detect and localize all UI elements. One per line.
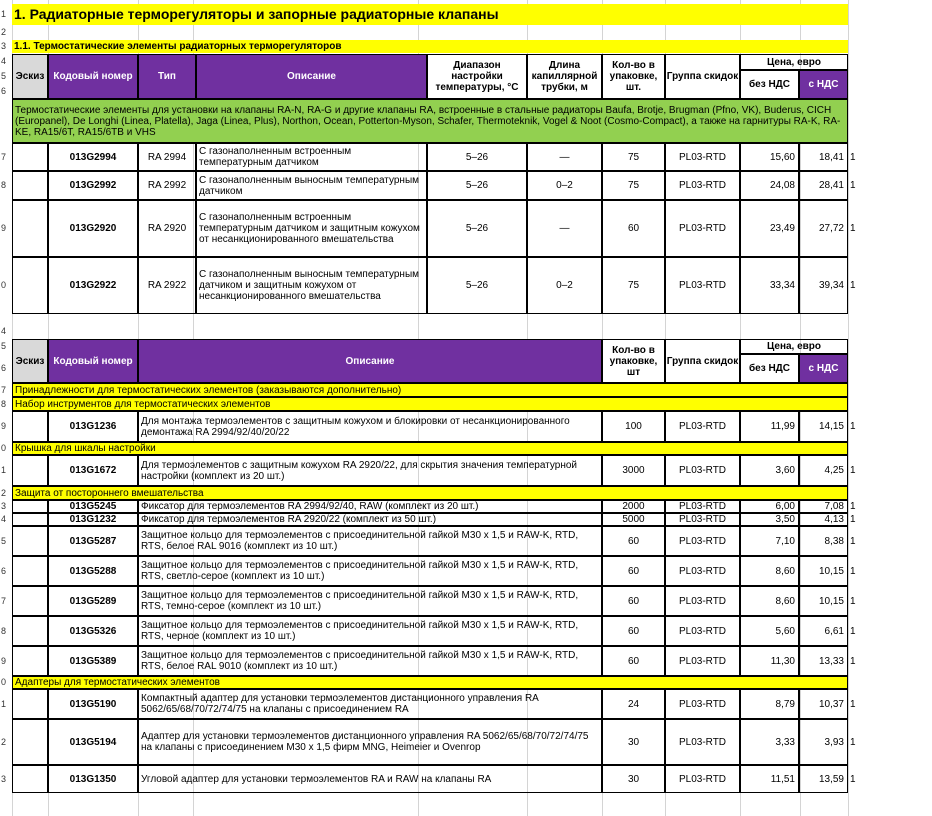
product-code[interactable]: 013G2994 — [48, 143, 138, 171]
row-header[interactable]: 7 — [1, 385, 7, 395]
price-no-vat[interactable]: 3,33 — [740, 719, 799, 765]
product-description[interactable]: Защитное кольцо для термоэлементов с присоединительной гайкой М30 х 1,5 и RAW-K, RTD, RTS, белое RAL 9016 (комплект из 10 шт.) — [138, 526, 602, 556]
pack-qty[interactable]: 24 — [602, 689, 665, 719]
product-code[interactable]: 013G5287 — [48, 526, 138, 556]
product-description[interactable]: Фиксатор для термоэлементов RA 2994/92/40, RAW (комплект из 20 шт.) — [138, 500, 602, 513]
product-description[interactable]: Компактный адаптер для установки термоэлементов дистанционного управления RA 5062/65/68/70/72/74/75 на клапаны с присоединением RA — [138, 689, 602, 719]
row-header[interactable]: 9 — [1, 223, 7, 233]
row-header[interactable]: 6 — [1, 86, 7, 96]
sketch-cell[interactable] — [12, 171, 48, 200]
product-code[interactable]: 013G1672 — [48, 455, 138, 486]
product-code[interactable]: 013G5389 — [48, 646, 138, 676]
price-no-vat[interactable]: 11,99 — [740, 411, 799, 442]
sketch-cell[interactable] — [12, 200, 48, 257]
product-code[interactable]: 013G1350 — [48, 765, 138, 793]
product-code[interactable]: 013G5190 — [48, 689, 138, 719]
price-no-vat[interactable]: 3,50 — [740, 513, 799, 526]
header-group[interactable]: Группа скидок — [665, 54, 740, 99]
extra-cell[interactable]: 1 — [850, 151, 856, 163]
pack-qty[interactable]: 60 — [602, 200, 665, 257]
sketch-cell[interactable] — [12, 719, 48, 765]
extra-cell[interactable]: 1 — [850, 698, 856, 710]
header-qty[interactable]: Кол-во в упаковке, шт — [602, 339, 665, 383]
category-row[interactable]: Набор инструментов для термостатических элементов — [12, 397, 848, 411]
row-header[interactable]: 6 — [1, 363, 7, 373]
header-group[interactable]: Группа скидок — [665, 339, 740, 383]
pack-qty[interactable]: 60 — [602, 646, 665, 676]
sketch-cell[interactable] — [12, 765, 48, 793]
price-no-vat[interactable]: 6,00 — [740, 500, 799, 513]
product-type[interactable]: RA 2992 — [138, 171, 196, 200]
header-no-vat[interactable]: без НДС — [740, 70, 799, 99]
row-header[interactable]: 4 — [1, 326, 7, 336]
sketch-cell[interactable] — [12, 411, 48, 442]
row-header[interactable]: 9 — [1, 421, 7, 431]
page-title: 1. Радиаторные терморегуляторы и запорные радиаторные клапаны — [12, 4, 848, 25]
sketch-cell[interactable] — [12, 143, 48, 171]
product-description[interactable]: Фиксатор для термоэлементов RA 2920/22 (комплект из 50 шт.) — [138, 513, 602, 526]
row-header[interactable]: 3 — [1, 41, 7, 51]
header-vat[interactable]: с НДС — [799, 70, 848, 99]
product-description[interactable]: Защитное кольцо для термоэлементов с присоединительной гайкой М30 х 1,5 и RAW-K, RTD, RTS, светло-серое (комплект из 10 шт.) — [138, 556, 602, 586]
discount-group[interactable]: PL03-RTD — [665, 616, 740, 646]
price-vat[interactable]: 8,38 — [799, 526, 848, 556]
row-header[interactable]: 5 — [1, 71, 7, 81]
product-description[interactable]: Для монтажа термоэлементов с защитным кожухом и блокировки от несанкционированного демонтажа RA 2994/92/40/20/22 — [138, 411, 602, 442]
header-qty[interactable]: Кол-во в упаковке, шт. — [602, 54, 665, 99]
row-header[interactable]: 4 — [1, 56, 7, 66]
product-code[interactable]: 013G2920 — [48, 200, 138, 257]
discount-group[interactable]: PL03-RTD — [665, 143, 740, 171]
header-type[interactable]: Тип — [138, 54, 196, 99]
extra-cell[interactable]: 1 — [850, 736, 856, 748]
header-no-vat[interactable]: без НДС — [740, 354, 799, 383]
pack-qty[interactable]: 60 — [602, 556, 665, 586]
product-description[interactable]: Защитное кольцо для термоэлементов с присоединительной гайкой М30 х 1,5 и RAW-K, RTD, RTS, белое RAL 9010 (комплект из 10 шт.) — [138, 646, 602, 676]
pack-qty[interactable]: 75 — [602, 171, 665, 200]
sketch-cell[interactable] — [12, 500, 48, 513]
extra-cell[interactable]: 1 — [850, 223, 856, 234]
pack-qty[interactable]: 5000 — [602, 513, 665, 526]
discount-group[interactable]: PL03-RTD — [665, 455, 740, 486]
row-header[interactable]: 3 — [1, 774, 7, 784]
product-description[interactable]: Угловой адаптер для установки термоэлементов RA и RAW на клапаны RA — [138, 765, 602, 793]
extra-cell[interactable]: 1 — [850, 180, 856, 191]
discount-group[interactable]: PL03-RTD — [665, 513, 740, 526]
pack-qty[interactable]: 30 — [602, 719, 665, 765]
product-description[interactable]: Защитное кольцо для термоэлементов с присоединительной гайкой М30 х 1,5 и RAW-K, RTD, RTS, темно-серое (комплект из 10 шт.) — [138, 586, 602, 616]
category-row[interactable]: Принадлежности для термостатических элементов (заказываются дополнительно) — [12, 383, 848, 397]
sketch-cell[interactable] — [12, 616, 48, 646]
row-header[interactable]: 1 — [1, 699, 7, 709]
product-type[interactable]: RA 2922 — [138, 257, 196, 314]
discount-group[interactable]: PL03-RTD — [665, 526, 740, 556]
product-description[interactable]: С газонаполненным выносным температурным датчиком и защитным кожухом от несанкционированного вмешательства — [196, 257, 427, 314]
discount-group[interactable]: PL03-RTD — [665, 765, 740, 793]
row-header[interactable]: 2 — [1, 488, 7, 498]
sketch-cell[interactable] — [12, 455, 48, 486]
product-description[interactable]: С газонаполненным выносным температурным датчиком — [196, 171, 427, 200]
row-header[interactable]: 7 — [1, 596, 7, 606]
price-vat[interactable]: 3,93 — [799, 719, 848, 765]
discount-group[interactable]: PL03-RTD — [665, 200, 740, 257]
header-description[interactable]: Описание — [196, 54, 427, 99]
price-no-vat[interactable]: 8,79 — [740, 689, 799, 719]
header-code[interactable]: Кодовый номер — [48, 54, 138, 99]
sketch-cell[interactable] — [12, 513, 48, 526]
sketch-cell[interactable] — [12, 646, 48, 676]
price-no-vat[interactable]: 7,10 — [740, 526, 799, 556]
pack-qty[interactable]: 3000 — [602, 455, 665, 486]
product-code[interactable]: 013G1232 — [48, 513, 138, 526]
header-capillary[interactable]: Длина капиллярной трубки, м — [527, 54, 602, 99]
product-code[interactable]: 013G5326 — [48, 616, 138, 646]
product-code[interactable]: 013G2992 — [48, 171, 138, 200]
sketch-cell[interactable] — [12, 257, 48, 314]
extra-cell[interactable]: 1 — [850, 421, 856, 432]
product-description[interactable]: С газонаполненным встроенным температурным датчиком и защитным кожухом от несанкционированного вмешательства — [196, 200, 427, 257]
price-no-vat[interactable]: 15,60 — [740, 143, 799, 171]
header-range[interactable]: Диапазон настройки температуры, °С — [427, 54, 527, 99]
pack-qty[interactable]: 75 — [602, 143, 665, 171]
price-vat[interactable]: 14,15 — [799, 411, 848, 442]
row-header[interactable]: 8 — [1, 626, 7, 636]
row-header[interactable]: 6 — [1, 566, 7, 576]
discount-group[interactable]: PL03-RTD — [665, 689, 740, 719]
temperature-range[interactable]: 5–26 — [427, 143, 527, 171]
product-code[interactable]: 013G2922 — [48, 257, 138, 314]
product-code[interactable]: 013G5288 — [48, 556, 138, 586]
row-header[interactable]: 5 — [1, 536, 7, 546]
discount-group[interactable]: PL03-RTD — [665, 586, 740, 616]
product-code[interactable]: 013G5245 — [48, 500, 138, 513]
price-no-vat[interactable]: 5,60 — [740, 616, 799, 646]
row-header[interactable]: 7 — [1, 152, 7, 162]
product-description[interactable]: Защитное кольцо для термоэлементов с присоединительной гайкой М30 х 1,5 и RAW-K, RTD, RTS, черное (комплект из 10 шт.) — [138, 616, 602, 646]
price-vat[interactable]: 13,59 — [799, 765, 848, 793]
capillary-length[interactable]: — — [527, 143, 602, 171]
price-vat[interactable]: 10,15 — [799, 556, 848, 586]
pack-qty[interactable]: 100 — [602, 411, 665, 442]
product-type[interactable]: RA 2994 — [138, 143, 196, 171]
header-sketch[interactable]: Эскиз — [12, 54, 48, 99]
sketch-cell[interactable] — [12, 526, 48, 556]
extra-cell[interactable]: 1 — [850, 655, 856, 667]
category-row[interactable]: Крышка для шкалы настройки — [12, 442, 848, 455]
discount-group[interactable]: PL03-RTD — [665, 556, 740, 586]
price-no-vat[interactable]: 11,30 — [740, 646, 799, 676]
row-header[interactable]: 0 — [1, 443, 7, 453]
price-no-vat[interactable]: 23,49 — [740, 200, 799, 257]
price-no-vat[interactable]: 24,08 — [740, 171, 799, 200]
price-no-vat[interactable]: 11,51 — [740, 765, 799, 793]
price-vat[interactable]: 10,37 — [799, 689, 848, 719]
discount-group[interactable]: PL03-RTD — [665, 411, 740, 442]
discount-group[interactable]: PL03-RTD — [665, 646, 740, 676]
product-code[interactable]: 013G1236 — [48, 411, 138, 442]
price-vat[interactable]: 6,61 — [799, 616, 848, 646]
pack-qty[interactable]: 60 — [602, 616, 665, 646]
product-description[interactable]: Для термоэлементов с защитным кожухом RA 2920/22, для скрытия значения температурной настройки (комплект из 20 шт.) — [138, 455, 602, 486]
row-header[interactable]: 9 — [1, 656, 7, 666]
extra-cell[interactable]: 1 — [850, 280, 856, 291]
row-header[interactable]: 2 — [1, 27, 7, 37]
extra-cell[interactable]: 1 — [850, 465, 856, 476]
product-code[interactable]: 013G5194 — [48, 719, 138, 765]
row-header[interactable]: 1 — [1, 9, 7, 19]
sketch-cell[interactable] — [12, 556, 48, 586]
temperature-range[interactable]: 5–26 — [427, 200, 527, 257]
header-vat[interactable]: с НДС — [799, 354, 848, 383]
row-header[interactable]: 8 — [1, 399, 7, 409]
product-description[interactable]: С газонаполненным встроенным температурным датчиком — [196, 143, 427, 171]
price-vat[interactable]: 39,34 — [799, 257, 848, 314]
price-vat[interactable]: 4,13 — [799, 513, 848, 526]
price-vat[interactable]: 13,33 — [799, 646, 848, 676]
pack-qty[interactable]: 60 — [602, 586, 665, 616]
capillary-length[interactable]: 0–2 — [527, 171, 602, 200]
row-header[interactable]: 3 — [1, 501, 7, 511]
pack-qty[interactable]: 75 — [602, 257, 665, 314]
header-price[interactable]: Цена, евро — [740, 54, 848, 70]
price-vat[interactable]: 4,25 — [799, 455, 848, 486]
capillary-length[interactable]: — — [527, 200, 602, 257]
product-type[interactable]: RA 2920 — [138, 200, 196, 257]
header-code[interactable]: Кодовый номер — [48, 339, 138, 383]
row-header[interactable]: 8 — [1, 180, 7, 190]
row-header[interactable]: 0 — [1, 280, 7, 290]
extra-cell[interactable]: 1 — [850, 535, 856, 547]
price-no-vat[interactable]: 8,60 — [740, 586, 799, 616]
temperature-range[interactable]: 5–26 — [427, 257, 527, 314]
header-sketch[interactable]: Эскиз — [12, 339, 48, 383]
product-code[interactable]: 013G5289 — [48, 586, 138, 616]
extra-cell[interactable]: 1 — [850, 773, 856, 785]
discount-group[interactable]: PL03-RTD — [665, 719, 740, 765]
row-header[interactable] — [0, 99, 12, 143]
pack-qty[interactable]: 30 — [602, 765, 665, 793]
price-vat[interactable]: 27,72 — [799, 200, 848, 257]
pack-qty[interactable]: 2000 — [602, 500, 665, 513]
category-row[interactable]: Адаптеры для термостатических элементов — [12, 676, 848, 689]
extra-cell[interactable]: 1 — [850, 595, 856, 607]
sketch-cell[interactable] — [12, 586, 48, 616]
price-no-vat[interactable]: 33,34 — [740, 257, 799, 314]
category-note[interactable]: Термостатические элементы для установки на клапаны RA-N, RA-G и другие клапаны RA, встроенные в стальные радиаторы Baufa, Brotje, Brugman (Pfno, VK), Buderus, CICH (Europanel), De Longhi (Linea, Platella), Jaga (Linea, Plus), Northon, Ocean, Potterton-Myson, Schafer, Thermoteknik, Vogel & Noot (Cosmo-Compact), а также на гарнитуры RA-K, RA-KE, RA15/6T, RA15/6TB и VHS — [12, 99, 848, 143]
category-row[interactable]: Защита от постороннего вмешательства — [12, 486, 848, 500]
price-vat[interactable]: 10,15 — [799, 586, 848, 616]
price-vat[interactable]: 28,41 — [799, 171, 848, 200]
extra-cell[interactable]: 1 — [850, 565, 856, 577]
header-description[interactable]: Описание — [138, 339, 602, 383]
product-description[interactable]: Адаптер для установки термоэлементов дистанционного управления RA 5062/65/68/70/72/74/75 на клапаны с присоединением М30 х 1,5 фирм MNG, Heimeier и Ovenrop — [138, 719, 602, 765]
price-vat[interactable]: 7,08 — [799, 500, 848, 513]
header-price[interactable]: Цена, евро — [740, 339, 848, 354]
price-vat[interactable]: 18,41 — [799, 143, 848, 171]
discount-group[interactable]: PL03-RTD — [665, 171, 740, 200]
price-no-vat[interactable]: 3,60 — [740, 455, 799, 486]
pack-qty[interactable]: 60 — [602, 526, 665, 556]
row-header[interactable]: 1 — [1, 465, 7, 475]
extra-cell[interactable]: 1 — [850, 501, 856, 512]
row-header[interactable]: 4 — [1, 514, 7, 524]
extra-cell[interactable]: 1 — [850, 625, 856, 637]
discount-group[interactable]: PL03-RTD — [665, 257, 740, 314]
temperature-range[interactable]: 5–26 — [427, 171, 527, 200]
row-header[interactable]: 0 — [1, 677, 7, 687]
capillary-length[interactable]: 0–2 — [527, 257, 602, 314]
section-title: 1.1. Термостатические элементы радиаторных терморегуляторов — [12, 40, 848, 53]
price-no-vat[interactable]: 8,60 — [740, 556, 799, 586]
sketch-cell[interactable] — [12, 689, 48, 719]
row-header[interactable]: 2 — [1, 737, 7, 747]
discount-group[interactable]: PL03-RTD — [665, 500, 740, 513]
extra-cell[interactable]: 1 — [850, 514, 856, 525]
row-header[interactable]: 5 — [1, 341, 7, 351]
